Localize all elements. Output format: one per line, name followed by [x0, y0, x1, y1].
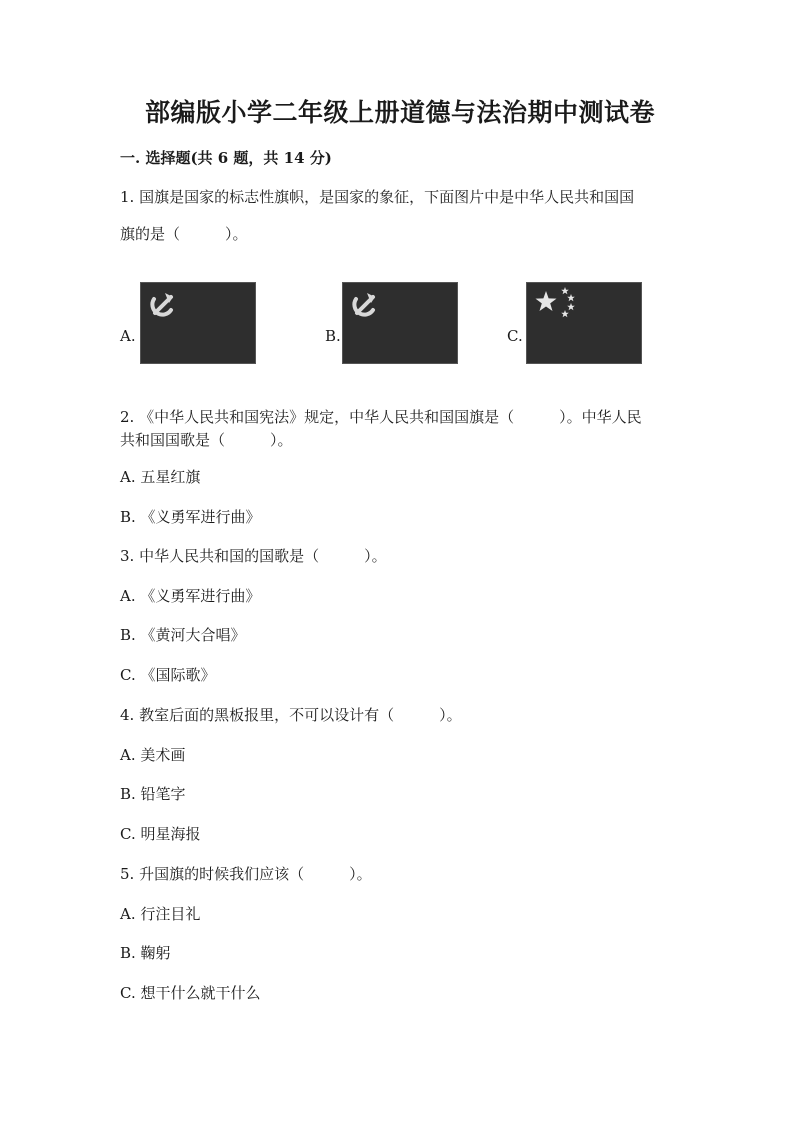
question-1-text-line-1: 1. 国旗是国家的标志性旗帜，是国家的象征，下面图片中是中华人民共和国国 — [120, 188, 635, 206]
party-flag-icon — [342, 282, 458, 364]
option-c-label: C. — [507, 327, 523, 345]
question-3-option-c[interactable]: C. 《国际歌》 — [120, 666, 216, 684]
question-3-option-b[interactable]: B. 《黄河大合唱》 — [120, 626, 246, 644]
option-b-label: B. — [325, 327, 341, 345]
question-4-text: 4. 教室后面的黑板报里，不可以设计有（ ）。 — [120, 706, 462, 724]
question-3-text: 3. 中华人民共和国的国歌是（ ）。 — [120, 547, 387, 565]
question-2-text-line-2: 共和国国歌是（ ）。 — [120, 431, 293, 449]
question-1-text-line-2: 旗的是（ ）。 — [120, 225, 248, 243]
question-5-text: 5. 升国旗的时候我们应该（ ）。 — [120, 865, 372, 883]
question-5-option-a[interactable]: A. 行注目礼 — [120, 905, 201, 923]
question-2-option-a[interactable]: A. 五星红旗 — [120, 468, 201, 486]
section-heading: 一. 选择题(共 6 题，共 14 分) — [120, 149, 332, 167]
five-star-red-flag-icon — [526, 282, 642, 364]
question-4-option-a[interactable]: A. 美术画 — [120, 746, 186, 764]
question-2-option-b[interactable]: B. 《义勇军进行曲》 — [120, 508, 261, 526]
question-4-option-b[interactable]: B. 铅笔字 — [120, 785, 186, 803]
party-flag-icon — [140, 282, 256, 364]
question-4-option-c[interactable]: C. 明星海报 — [120, 825, 201, 843]
question-2-text-line-1: 2. 《中华人民共和国宪法》规定，中华人民共和国国旗是（ ）。中华人民 — [120, 408, 642, 426]
option-a-label: A. — [120, 327, 136, 345]
question-5-option-c[interactable]: C. 想干什么就干什么 — [120, 984, 261, 1002]
question-5-option-b[interactable]: B. 鞠躬 — [120, 944, 171, 962]
page-title: 部编版小学二年级上册道德与法治期中测试卷 — [144, 98, 655, 127]
question-3-option-a[interactable]: A. 《义勇军进行曲》 — [120, 587, 261, 605]
question-1-flag-options — [120, 280, 660, 366]
